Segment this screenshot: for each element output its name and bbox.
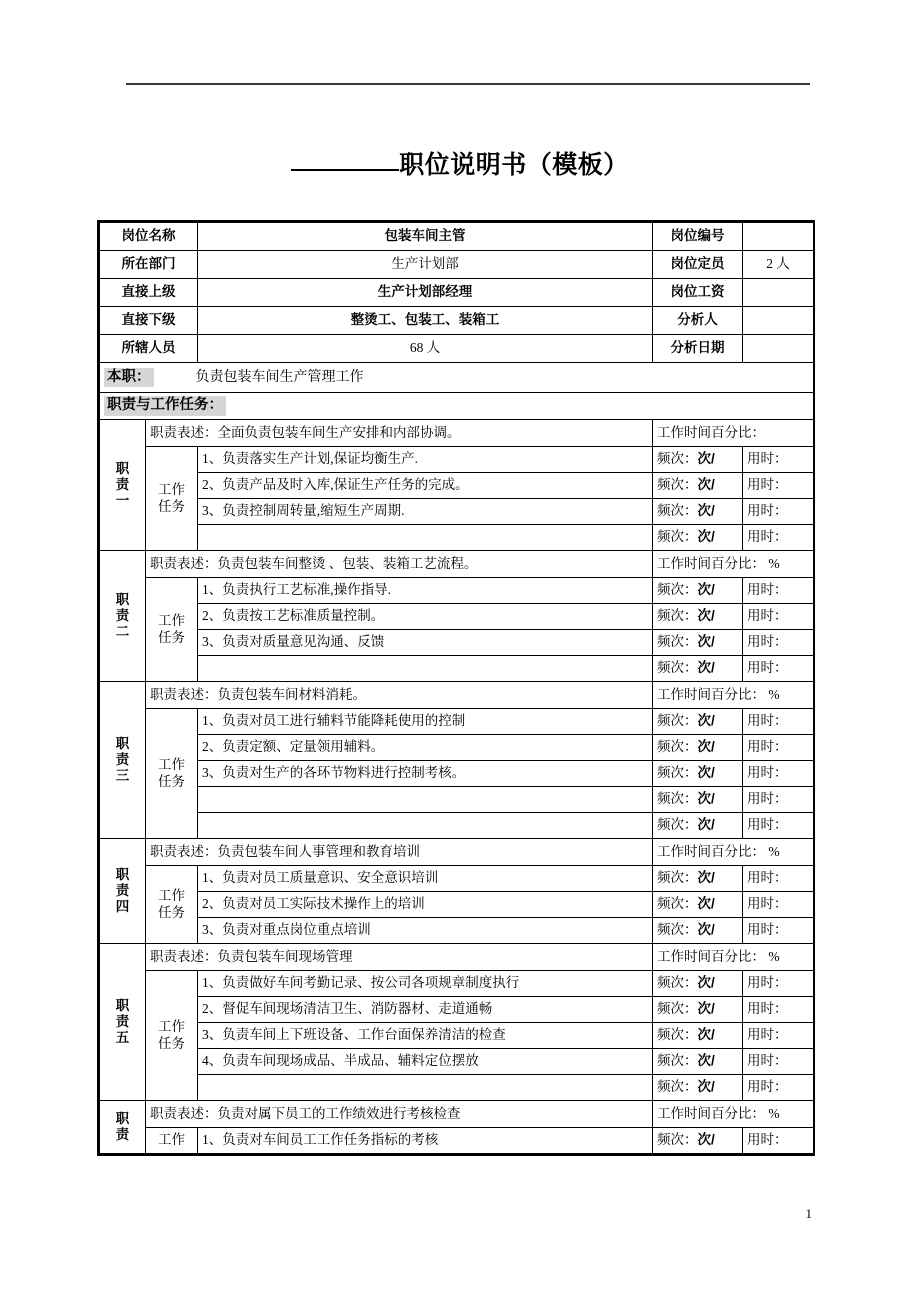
task-row <box>100 1049 814 1075</box>
task-text: 3、负责对生产的各环节物料进行控制考核。 <box>198 761 653 787</box>
task-frequency: 频次：次/ <box>653 709 743 735</box>
section-header-row <box>100 393 814 420</box>
duty-name-char: 责 <box>115 1013 130 1029</box>
task-duration: 用时： <box>743 918 814 944</box>
identity-value: 包装车间主管 <box>198 223 653 251</box>
task-frequency: 频次：次/ <box>653 656 743 682</box>
task-frequency: 频次：次/ <box>653 499 743 525</box>
identity-label-2: 岗位编号 <box>653 223 743 251</box>
task-row <box>100 918 814 944</box>
task-frequency: 频次：次/ <box>653 918 743 944</box>
header-rule <box>126 83 810 85</box>
task-duration: 用时： <box>743 813 814 839</box>
identity-label-2: 岗位定员 <box>653 251 743 279</box>
task-text: 1、负责执行工艺标准,操作指导. <box>198 578 653 604</box>
task-label-line: 工作 <box>158 1019 185 1035</box>
duty-name <box>100 551 146 682</box>
section-header-cell <box>100 393 814 420</box>
task-label-line: 工作 <box>158 888 185 904</box>
task-frequency: 频次：次/ <box>653 735 743 761</box>
task-row <box>100 866 814 892</box>
identity-label: 所辖人员 <box>100 335 198 363</box>
identity-row <box>100 335 814 363</box>
task-text: 1、负责做好车间考勤记录、按公司各项规章制度执行 <box>198 971 653 997</box>
task-duration: 用时： <box>743 709 814 735</box>
task-duration: 用时： <box>743 787 814 813</box>
task-text: 1、负责对车间员工工作任务指标的考核 <box>198 1128 653 1154</box>
identity-value: 生产计划部 <box>198 251 653 279</box>
duty-description-row <box>100 944 814 971</box>
task-frequency: 频次：次/ <box>653 1023 743 1049</box>
frequency-unit: 次/ <box>697 1027 715 1043</box>
task-duration: 用时： <box>743 735 814 761</box>
task-text: 2、督促车间现场清洁卫生、消防器材、走道通畅 <box>198 997 653 1023</box>
task-duration: 用时： <box>743 1075 814 1101</box>
task-text <box>198 1075 653 1101</box>
identity-value-2: 2 人 <box>743 251 814 279</box>
task-row <box>100 1075 814 1101</box>
duty-name <box>100 1101 146 1154</box>
task-text <box>198 787 653 813</box>
identity-row <box>100 307 814 335</box>
identity-label-2: 岗位工资 <box>653 279 743 307</box>
task-label <box>146 866 198 944</box>
identity-value-2 <box>743 307 814 335</box>
identity-value: 生产计划部经理 <box>198 279 653 307</box>
duty-name-char: 责 <box>115 751 130 767</box>
frequency-unit: 次/ <box>697 817 715 833</box>
task-duration: 用时： <box>743 447 814 473</box>
task-text <box>198 525 653 551</box>
task-row <box>100 997 814 1023</box>
frequency-unit: 次/ <box>697 660 715 676</box>
frequency-unit: 次/ <box>697 1053 715 1069</box>
duty-description: 职责表述：负责包装车间整烫 、包装、装箱工艺流程。 <box>146 551 653 578</box>
task-row <box>100 971 814 997</box>
duty-name-char: 责 <box>115 882 130 898</box>
duty-description: 职责表述：负责包装车间现场管理 <box>146 944 653 971</box>
identity-label: 所在部门 <box>100 251 198 279</box>
task-duration: 用时： <box>743 604 814 630</box>
duty-name <box>100 944 146 1101</box>
task-row <box>100 604 814 630</box>
task-row <box>100 1023 814 1049</box>
task-label <box>146 447 198 551</box>
duty-description: 职责表述：负责对属下员工的工作绩效进行考核检查 <box>146 1101 653 1128</box>
duty-name-char: 五 <box>115 1030 130 1046</box>
duty-name <box>100 682 146 839</box>
frequency-unit: 次/ <box>697 975 715 991</box>
frequency-unit: 次/ <box>697 477 715 493</box>
task-row <box>100 447 814 473</box>
frequency-unit: 次/ <box>697 1132 715 1148</box>
title-blank-line <box>291 169 399 171</box>
task-label-line: 任务 <box>158 773 185 789</box>
task-text: 3、负责对质量意见沟通、反馈 <box>198 630 653 656</box>
task-duration: 用时： <box>743 656 814 682</box>
task-frequency: 频次：次/ <box>653 892 743 918</box>
task-duration: 用时： <box>743 866 814 892</box>
task-frequency: 频次：次/ <box>653 997 743 1023</box>
duty-description-row <box>100 839 814 866</box>
task-label-line: 任务 <box>158 1035 185 1051</box>
duty-name-char: 二 <box>115 624 130 640</box>
frequency-unit: 次/ <box>697 529 715 545</box>
task-duration: 用时： <box>743 473 814 499</box>
identity-value: 68 人 <box>198 335 653 363</box>
page-number: 1 <box>805 1206 812 1221</box>
task-text <box>198 813 653 839</box>
job-description-table <box>99 222 814 1154</box>
task-row <box>100 735 814 761</box>
identity-value-2 <box>743 223 814 251</box>
task-text: 3、负责车间上下班设备、工作台面保养清洁的检查 <box>198 1023 653 1049</box>
duty-description-row <box>100 551 814 578</box>
frequency-unit: 次/ <box>697 870 715 886</box>
task-text <box>198 656 653 682</box>
duty-percent-label: 工作时间百分比： % <box>653 944 814 971</box>
duty-name-char: 一 <box>115 493 130 509</box>
duty-name-char: 责 <box>115 607 130 623</box>
task-duration: 用时： <box>743 997 814 1023</box>
task-frequency: 频次：次/ <box>653 1049 743 1075</box>
task-row <box>100 1128 814 1154</box>
duty-name-char: 三 <box>115 768 130 784</box>
task-duration: 用时： <box>743 1023 814 1049</box>
duty-description: 职责表述：负责包装车间人事管理和教育培训 <box>146 839 653 866</box>
duty-description-row <box>100 1101 814 1128</box>
identity-value: 整烫工、包装工、装箱工 <box>198 307 653 335</box>
task-row <box>100 578 814 604</box>
task-frequency: 频次：次/ <box>653 578 743 604</box>
task-frequency: 频次：次/ <box>653 630 743 656</box>
task-duration: 用时： <box>743 1049 814 1075</box>
task-text: 4、负责车间现场成品、半成品、辅料定位摆放 <box>198 1049 653 1075</box>
task-label-line: 任务 <box>158 904 185 920</box>
task-frequency: 频次：次/ <box>653 1128 743 1154</box>
task-frequency: 频次：次/ <box>653 971 743 997</box>
task-row <box>100 709 814 735</box>
frequency-unit: 次/ <box>697 765 715 781</box>
task-text: 3、负责对重点岗位重点培训 <box>198 918 653 944</box>
task-frequency: 频次：次/ <box>653 813 743 839</box>
duty-percent-label: 工作时间百分比： % <box>653 839 814 866</box>
frequency-unit: 次/ <box>697 608 715 624</box>
task-row <box>100 525 814 551</box>
duty-percent-label: 工作时间百分比： % <box>653 551 814 578</box>
task-duration: 用时： <box>743 971 814 997</box>
task-row <box>100 787 814 813</box>
task-duration: 用时： <box>743 499 814 525</box>
duty-name-char: 职 <box>115 735 130 751</box>
frequency-unit: 次/ <box>697 582 715 598</box>
task-duration: 用时： <box>743 525 814 551</box>
task-text: 2、负责产品及时入库,保证生产任务的完成。 <box>198 473 653 499</box>
task-row <box>100 761 814 787</box>
duty-percent-label: 工作时间百分比： <box>653 420 814 447</box>
frequency-unit: 次/ <box>697 634 715 650</box>
task-text: 1、负责对员工进行辅料节能降耗使用的控制 <box>198 709 653 735</box>
task-row <box>100 473 814 499</box>
frequency-unit: 次/ <box>697 922 715 938</box>
task-label <box>146 709 198 839</box>
identity-label: 直接下级 <box>100 307 198 335</box>
main-duty-row <box>100 363 814 393</box>
page-title <box>0 148 920 183</box>
identity-value-2 <box>743 335 814 363</box>
task-duration: 用时： <box>743 761 814 787</box>
duty-name <box>100 839 146 944</box>
task-frequency: 频次：次/ <box>653 787 743 813</box>
identity-row <box>100 279 814 307</box>
main-duty-cell <box>100 363 814 393</box>
identity-label-2: 分析日期 <box>653 335 743 363</box>
task-text: 2、负责定额、定量领用辅料。 <box>198 735 653 761</box>
identity-row <box>100 223 814 251</box>
duty-percent-label: 工作时间百分比： % <box>653 682 814 709</box>
task-label-line: 工作 <box>158 482 185 498</box>
task-frequency: 频次：次/ <box>653 1075 743 1101</box>
duty-description-row <box>100 682 814 709</box>
frequency-unit: 次/ <box>697 503 715 519</box>
duty-name-char: 职 <box>115 460 130 476</box>
duty-name-char: 职 <box>115 866 130 882</box>
duty-description: 职责表述：负责包装车间材料消耗。 <box>146 682 653 709</box>
duty-description: 职责表述：全面负责包装车间生产安排和内部协调。 <box>146 420 653 447</box>
task-label-line: 任务 <box>158 629 185 645</box>
frequency-unit: 次/ <box>697 1079 715 1095</box>
section-header-label: 职责与工作任务： <box>104 396 226 415</box>
duty-name-char: 四 <box>115 899 130 915</box>
task-text: 1、负责对员工质量意识、安全意识培训 <box>198 866 653 892</box>
task-row <box>100 499 814 525</box>
task-label-line: 任务 <box>158 498 185 514</box>
task-duration: 用时： <box>743 1128 814 1154</box>
identity-value-2 <box>743 279 814 307</box>
frequency-unit: 次/ <box>697 896 715 912</box>
frequency-unit: 次/ <box>697 791 715 807</box>
main-duty-value: 负责包装车间生产管理工作 <box>195 369 364 385</box>
identity-label: 直接上级 <box>100 279 198 307</box>
duty-percent-label: 工作时间百分比： % <box>653 1101 814 1128</box>
task-duration: 用时： <box>743 578 814 604</box>
task-label <box>146 578 198 682</box>
duty-description-row <box>100 420 814 447</box>
task-row <box>100 892 814 918</box>
task-duration: 用时： <box>743 892 814 918</box>
task-frequency: 频次：次/ <box>653 604 743 630</box>
task-text: 1、负责落实生产计划,保证均衡生产. <box>198 447 653 473</box>
task-frequency: 频次：次/ <box>653 447 743 473</box>
task-label <box>146 1128 198 1154</box>
identity-row <box>100 251 814 279</box>
duty-name-char: 职 <box>115 1110 130 1126</box>
duty-name-char: 责 <box>115 476 130 492</box>
duty-name <box>100 420 146 551</box>
identity-label-2: 分析人 <box>653 307 743 335</box>
task-frequency: 频次：次/ <box>653 473 743 499</box>
task-label-line: 工作 <box>158 1132 185 1148</box>
task-text: 2、负责按工艺标准质量控制。 <box>198 604 653 630</box>
task-row <box>100 630 814 656</box>
task-label-line: 工作 <box>158 757 185 773</box>
duty-name-char: 责 <box>115 1127 130 1142</box>
title-text: 职位说明书（模板） <box>399 151 629 179</box>
task-frequency: 频次：次/ <box>653 866 743 892</box>
frequency-unit: 次/ <box>697 451 715 467</box>
frequency-unit: 次/ <box>697 713 715 729</box>
task-frequency: 频次：次/ <box>653 761 743 787</box>
task-row <box>100 656 814 682</box>
identity-label: 岗位名称 <box>100 223 198 251</box>
task-label-line: 工作 <box>158 613 185 629</box>
duty-name-char: 职 <box>115 997 130 1013</box>
task-row <box>100 813 814 839</box>
frequency-unit: 次/ <box>697 1001 715 1017</box>
task-label <box>146 971 198 1101</box>
task-text: 2、负责对员工实际技术操作上的培训 <box>198 892 653 918</box>
frequency-unit: 次/ <box>697 739 715 755</box>
duty-name-char: 职 <box>115 591 130 607</box>
task-duration: 用时： <box>743 630 814 656</box>
main-duty-label: 本职： <box>104 368 154 387</box>
task-text: 3、负责控制周转量,缩短生产周期. <box>198 499 653 525</box>
task-frequency: 频次：次/ <box>653 525 743 551</box>
